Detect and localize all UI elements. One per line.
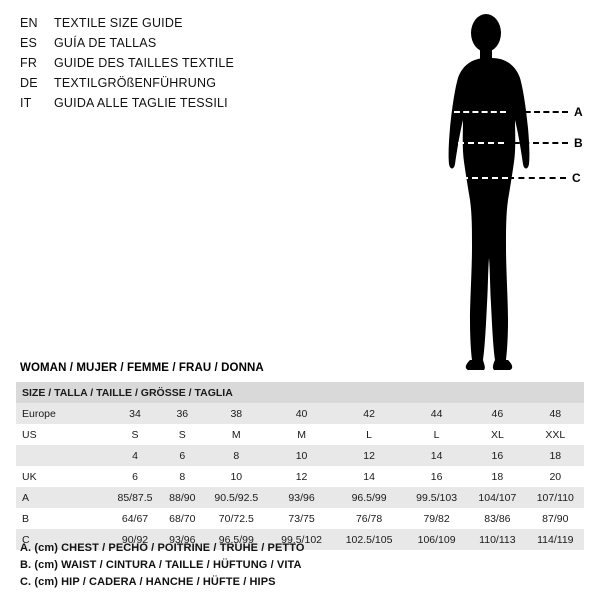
row-label: B [16,508,108,529]
language-row-de [20,76,350,96]
table-cell: XL [468,424,527,445]
body-figure-icon [400,8,600,378]
table-cell: 99.5/102 [270,529,333,550]
row-label [16,445,108,466]
table-cell: 79/82 [405,508,468,529]
table-cell: 36 [162,403,203,424]
table-cell: 88/90 [162,487,203,508]
table-cell: 107/110 [527,487,584,508]
row-label: C [16,529,108,550]
language-code: DE [20,76,38,90]
table-cell: S [108,424,162,445]
table-cell: 18 [468,466,527,487]
table-cell: 16 [468,445,527,466]
table-cell: M [203,424,271,445]
table-row [16,508,584,529]
table-cell: 12 [270,466,333,487]
table-header-label: SIZE / TALLA / TAILLE / GRÖSSE / TAGLIA [16,382,584,403]
table-cell: 48 [527,403,584,424]
guide-dash-outer-c [508,177,566,179]
table-row [16,487,584,508]
row-label: Europe [16,403,108,424]
guide-dash-inner-a [454,111,506,113]
size-table [16,382,584,550]
table-cell: 14 [405,445,468,466]
table-cell: 73/75 [270,508,333,529]
table-cell: L [333,424,405,445]
guide-dash-outer-b [504,142,568,144]
table-row [16,445,584,466]
table-cell: 93/96 [270,487,333,508]
table-cell: 85/87.5 [108,487,162,508]
table-cell: 40 [270,403,333,424]
table-cell: 114/119 [527,529,584,550]
table-cell: 14 [333,466,405,487]
note-waist: B. (cm) WAIST / CINTURA / TAILLE / HÜFTUNG / VITA [20,559,302,571]
row-label: A [16,487,108,508]
table-cell: 93/96 [162,529,203,550]
language-code: ES [20,36,38,50]
row-label: US [16,424,108,445]
table-cell: 96.5/99 [203,529,271,550]
table-cell: 87/90 [527,508,584,529]
guide-dash-inner-c [452,177,508,179]
language-code: IT [20,96,32,110]
language-title-list [20,16,350,116]
table-cell: 90/92 [108,529,162,550]
language-row-fr [20,56,350,76]
table-cell: M [270,424,333,445]
table-cell: 10 [203,466,271,487]
table-cell: 99.5/103 [405,487,468,508]
table-cell: 8 [203,445,271,466]
table-cell: L [405,424,468,445]
guide-line-a [454,105,600,119]
table-cell: 18 [527,445,584,466]
table-cell: 6 [108,466,162,487]
language-code: FR [20,56,38,70]
table-cell: 8 [162,466,203,487]
row-label: UK [16,466,108,487]
table-cell: 20 [527,466,584,487]
table-cell: 110/113 [468,529,527,550]
language-code: EN [20,16,38,30]
language-title: TEXTILE SIZE GUIDE [54,16,183,30]
table-row [16,403,584,424]
language-title: GUIDE DES TAILLES TEXTILE [54,56,235,70]
table-cell: 83/86 [468,508,527,529]
table-cell: 16 [405,466,468,487]
table-header-row [16,382,584,403]
note-hip: C. (cm) HIP / CADERA / HANCHE / HÜFTE / HIPS [20,576,276,588]
table-cell: 76/78 [333,508,405,529]
measurement-notes [20,540,580,591]
table-cell: 34 [108,403,162,424]
table-cell: 46 [468,403,527,424]
language-row-es [20,36,350,56]
table-cell: 12 [333,445,405,466]
table-cell: 44 [405,403,468,424]
guide-line-b [458,136,600,150]
guide-label-a: A [574,105,583,119]
guide-label-b: B [574,136,583,150]
table-cell: 42 [333,403,405,424]
table-cell: 64/67 [108,508,162,529]
table-row [16,424,584,445]
table-cell: 70/72.5 [203,508,271,529]
table-cell: 106/109 [405,529,468,550]
table-cell: 68/70 [162,508,203,529]
table-cell: 104/107 [468,487,527,508]
table-cell: 102.5/105 [333,529,405,550]
guide-line-c [452,171,600,185]
table-cell: 90.5/92.5 [203,487,271,508]
note-chest: A. (cm) CHEST / PECHO / POITRINE / TRUHE / PETTO [20,542,305,554]
table-cell: XXL [527,424,584,445]
guide-label-c: C [572,171,581,185]
language-title: GUÍA DE TALLAS [54,36,157,50]
guide-dash-inner-b [458,142,504,144]
table-cell: 10 [270,445,333,466]
guide-dash-outer-a [506,111,568,113]
table-caption: WOMAN / MUJER / FEMME / FRAU / DONNA [20,362,264,374]
female-body-silhouette [400,8,600,378]
language-row-en [20,16,350,36]
table-cell: 96.5/99 [333,487,405,508]
table-row [16,466,584,487]
table-cell: 38 [203,403,271,424]
language-row-it [20,96,350,116]
table-cell: 4 [108,445,162,466]
table-cell: S [162,424,203,445]
language-title: GUIDA ALLE TAGLIE TESSILI [54,96,228,110]
language-title: TEXTILGRÖßENFÜHRUNG [54,76,217,90]
table-cell: 6 [162,445,203,466]
